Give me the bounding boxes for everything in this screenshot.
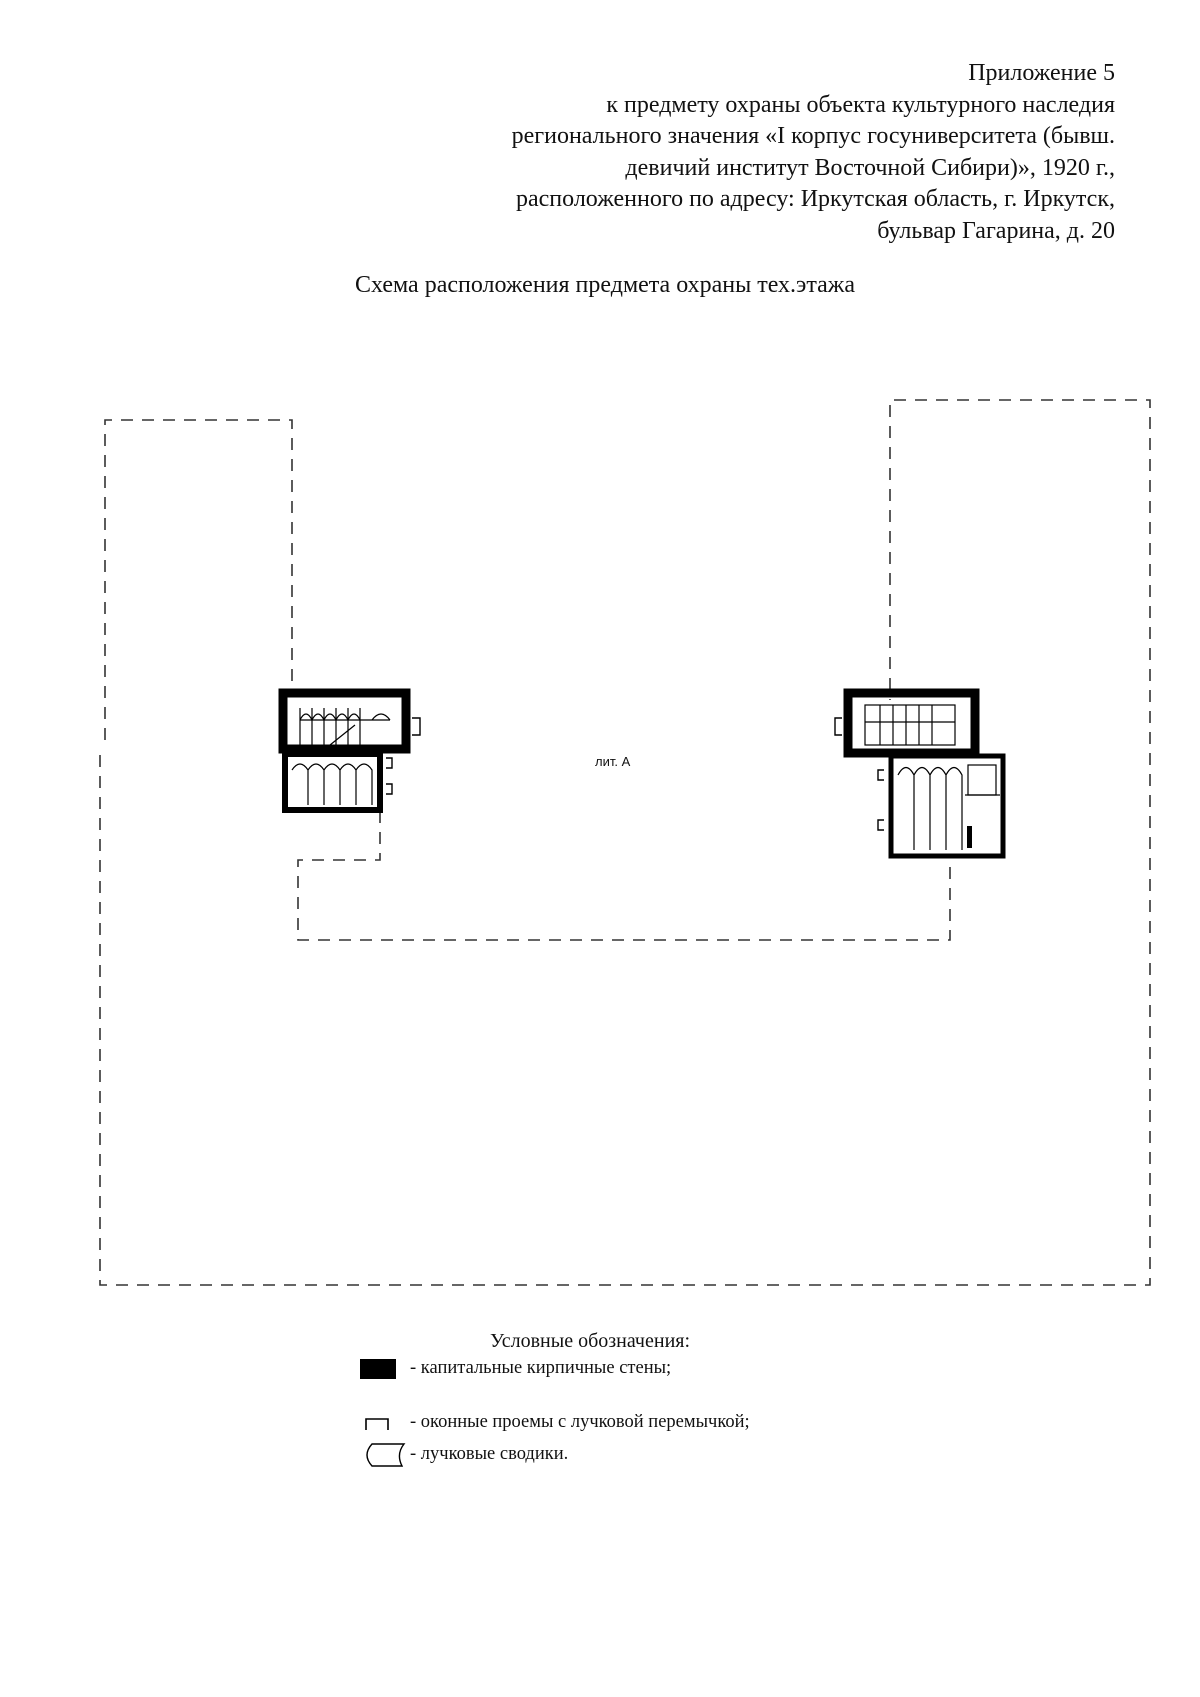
window-opening-icon xyxy=(360,1415,396,1431)
right-stair-block xyxy=(835,693,1003,856)
header-line: к предмету охраны объекта культурного наследия xyxy=(606,91,1115,118)
solid-wall-swatch xyxy=(360,1359,396,1379)
legend-item-text: - капитальные кирпичные стены; xyxy=(410,1358,672,1378)
legend-item-text: - оконные проемы с лучковой перемычкой; xyxy=(410,1412,750,1432)
header-line: Приложение 5 xyxy=(968,60,1115,86)
header-line: бульвар Гагарина, д. 20 xyxy=(877,217,1115,244)
legend-item-vaults xyxy=(360,1440,568,1468)
vault-icon xyxy=(360,1440,410,1468)
building-label: лит. А xyxy=(595,754,631,769)
building-outline xyxy=(100,400,1150,1285)
legend-item-windows xyxy=(360,1412,750,1433)
header-line: расположенного по адресу: Иркутская область, г. Иркутск, xyxy=(516,186,1115,212)
appendix-header xyxy=(512,58,1115,247)
scheme-title: Схема расположения предмета охраны тех.этажа xyxy=(354,272,856,298)
header-line: регионального значения «I корпус госуниверситета (бывш. xyxy=(511,123,1115,149)
left-stair-block xyxy=(283,693,420,810)
legend-item-walls xyxy=(360,1358,671,1379)
header-line: девичий институт Восточной Сибири)», 1920 г., xyxy=(625,154,1115,181)
floor-plan xyxy=(0,380,1200,1330)
legend-title: Условные обозначения: xyxy=(490,1330,691,1352)
legend-item-text: - лучковые сводики. xyxy=(410,1443,569,1464)
